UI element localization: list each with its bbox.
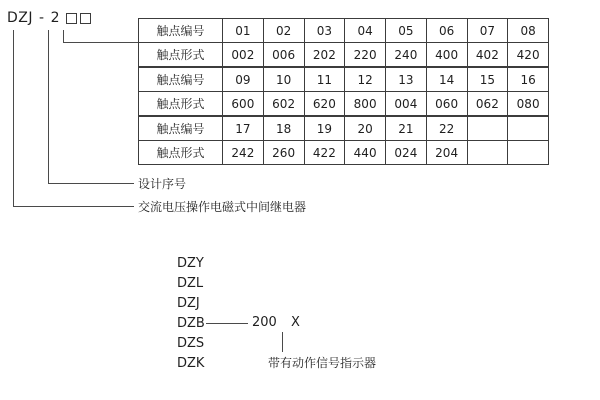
row-header-cell: 触点形式 <box>139 141 223 165</box>
row-header-cell: 触点形式 <box>139 92 223 117</box>
connector-line-model-vertical <box>13 30 14 207</box>
dzb-value-suffix: X <box>290 315 300 330</box>
indicator-note-label: 带有动作信号指示器 <box>268 356 377 370</box>
value-cell: 08 <box>508 19 549 43</box>
value-cell: 16 <box>508 67 549 92</box>
value-cell: 15 <box>467 67 508 92</box>
value-cell <box>467 116 508 141</box>
placeholder-box-icon <box>66 13 77 24</box>
value-cell: 10 <box>263 67 304 92</box>
value-cell: 400 <box>426 43 467 68</box>
model-dash: - <box>39 10 45 26</box>
value-cell: 060 <box>426 92 467 117</box>
value-cell: 602 <box>263 92 304 117</box>
value-cell: 024 <box>386 141 427 165</box>
model-family-item: DZS <box>177 336 205 351</box>
row-header-cell: 触点形式 <box>139 43 223 68</box>
value-cell: 19 <box>304 116 345 141</box>
connector-line-model-horizontal <box>13 206 134 207</box>
model-family-list <box>177 254 205 374</box>
table-row <box>139 92 549 117</box>
value-cell: 20 <box>345 116 386 141</box>
value-cell: 240 <box>386 43 427 68</box>
value-cell: 220 <box>345 43 386 68</box>
value-cell: 006 <box>263 43 304 68</box>
model-family-item: DZJ <box>177 296 200 311</box>
value-cell: 18 <box>263 116 304 141</box>
connector-line-contacts-horizontal <box>63 42 139 43</box>
value-cell: 402 <box>467 43 508 68</box>
value-cell: 13 <box>386 67 427 92</box>
value-cell: 11 <box>304 67 345 92</box>
value-cell: 800 <box>345 92 386 117</box>
model-family-item: DZL <box>177 276 204 291</box>
value-cell: 22 <box>426 116 467 141</box>
model-family-item: DZK <box>177 356 205 371</box>
value-cell: 422 <box>304 141 345 165</box>
contact-table-body <box>139 19 549 165</box>
value-cell: 04 <box>345 19 386 43</box>
value-cell: 12 <box>345 67 386 92</box>
value-cell: 09 <box>223 67 264 92</box>
value-cell: 02 <box>263 19 304 43</box>
value-cell: 202 <box>304 43 345 68</box>
dzb-value-number: 200 <box>252 315 277 330</box>
model-series: 2 <box>50 10 60 26</box>
indicator-connector-line <box>282 332 283 352</box>
table-row <box>139 141 549 165</box>
value-cell: 17 <box>223 116 264 141</box>
row-header-cell: 触点编号 <box>139 116 223 141</box>
design-series-label: 设计序号 <box>138 177 187 191</box>
value-cell <box>508 141 549 165</box>
dzb-value <box>252 316 300 330</box>
model-family-item: DZB <box>177 316 205 331</box>
value-cell: 260 <box>263 141 304 165</box>
model-prefix: DZJ <box>7 10 33 26</box>
connector-line-series-vertical <box>48 30 49 184</box>
value-cell: 242 <box>223 141 264 165</box>
relay-description-label: 交流电压操作电磁式中间继电器 <box>138 200 307 214</box>
model-code <box>7 9 94 27</box>
value-cell: 204 <box>426 141 467 165</box>
row-header-cell: 触点编号 <box>139 19 223 43</box>
value-cell: 01 <box>223 19 264 43</box>
table-row <box>139 116 549 141</box>
table-row <box>139 19 549 43</box>
value-cell: 05 <box>386 19 427 43</box>
value-cell: 062 <box>467 92 508 117</box>
value-cell: 06 <box>426 19 467 43</box>
row-header-cell: 触点编号 <box>139 67 223 92</box>
placeholder-box-icon <box>80 13 91 24</box>
value-cell <box>467 141 508 165</box>
value-cell: 03 <box>304 19 345 43</box>
connector-line-series-horizontal <box>48 183 134 184</box>
value-cell: 620 <box>304 92 345 117</box>
dzb-connector-line <box>206 323 248 324</box>
value-cell: 004 <box>386 92 427 117</box>
model-family-item: DZY <box>177 256 204 271</box>
value-cell <box>508 116 549 141</box>
contact-code-table <box>138 18 549 165</box>
value-cell: 07 <box>467 19 508 43</box>
value-cell: 002 <box>223 43 264 68</box>
value-cell: 440 <box>345 141 386 165</box>
table-row <box>139 43 549 68</box>
value-cell: 080 <box>508 92 549 117</box>
value-cell: 600 <box>223 92 264 117</box>
value-cell: 21 <box>386 116 427 141</box>
table-row <box>139 67 549 92</box>
value-cell: 420 <box>508 43 549 68</box>
value-cell: 14 <box>426 67 467 92</box>
